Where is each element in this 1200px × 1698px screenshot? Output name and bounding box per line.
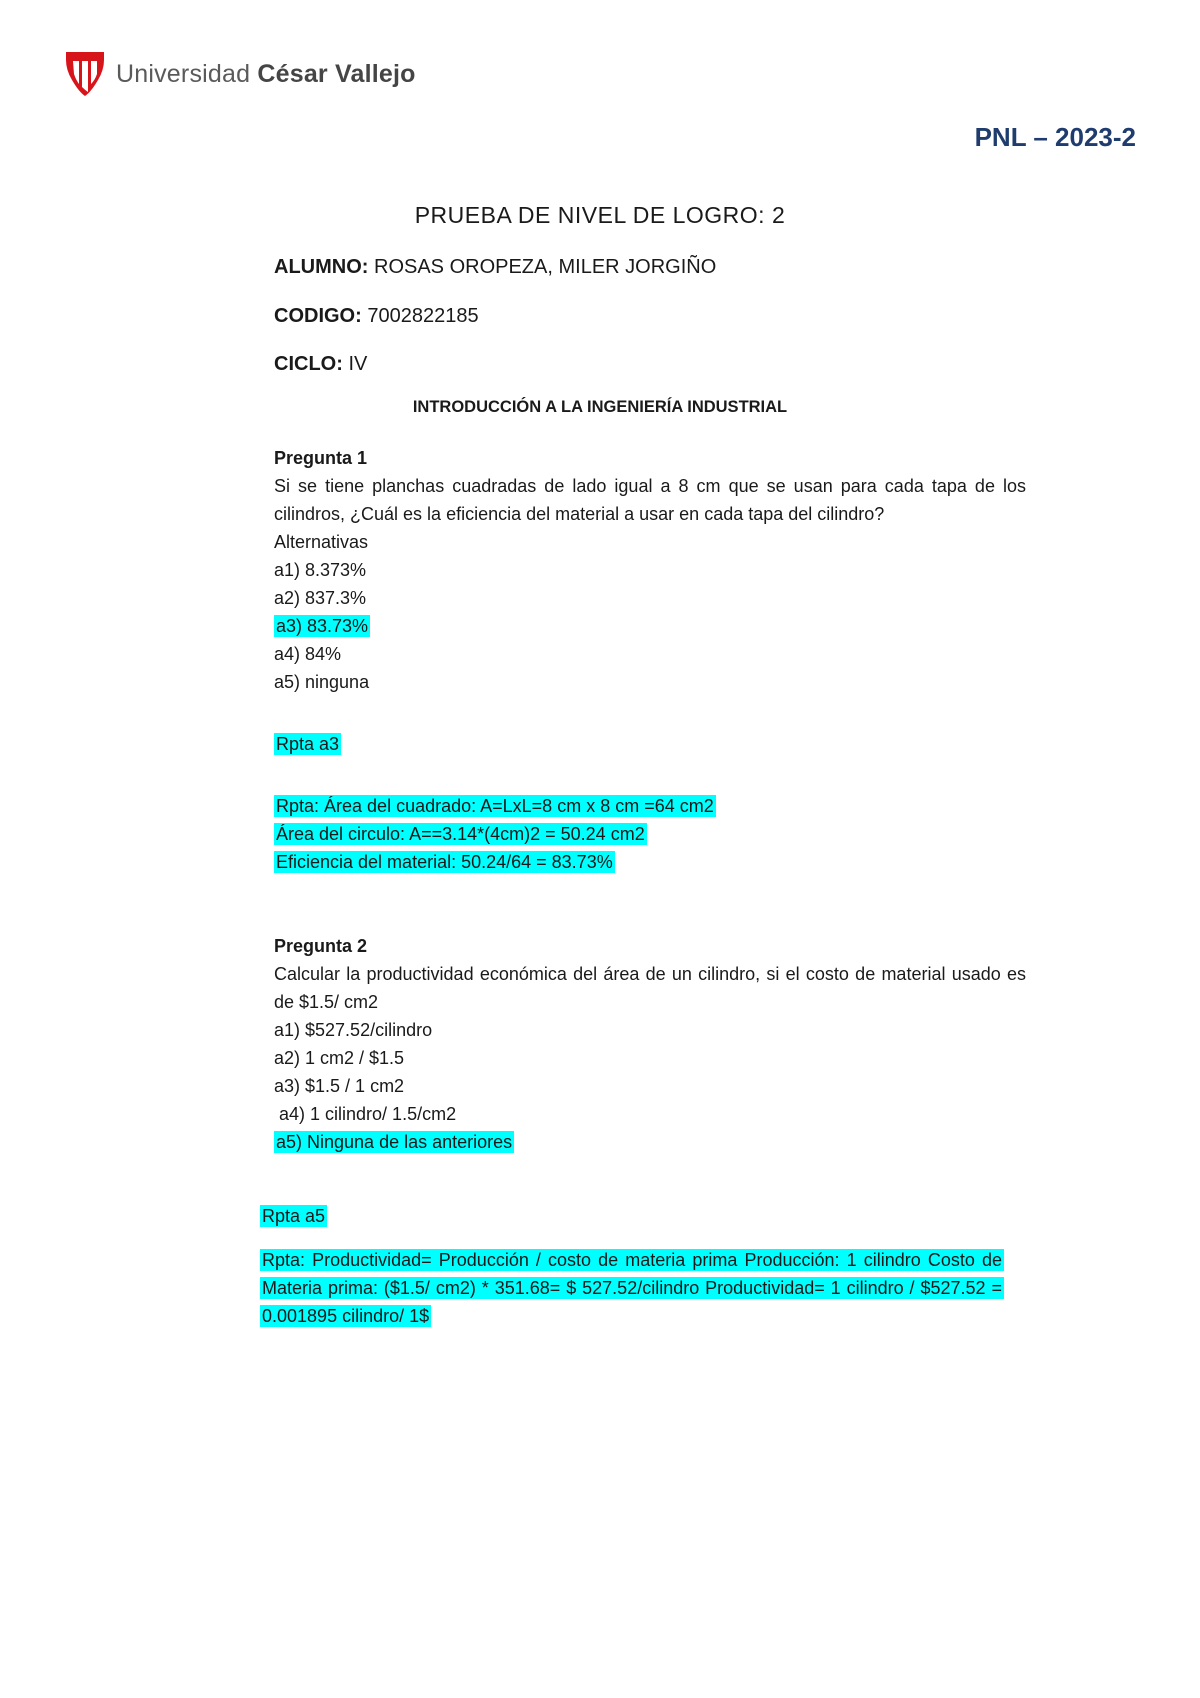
q2-solution: Rpta: Productividad= Producción / costo de materia prima Producción: 1 cilindro Costo de Materia prima: ($1.5/ cm2) * 351.68= $ 527.52/cilindro Productividad= 1 cilindro / $527.52 = 0.001895 cilindro/ 1$ bbox=[262, 1250, 1002, 1326]
university-shield-icon bbox=[64, 50, 106, 98]
student-cycle: CICLO: IV bbox=[274, 353, 368, 375]
question-1-heading: Pregunta 1 bbox=[274, 448, 368, 468]
q2-option-a1: a1) $527.52/cilindro bbox=[274, 1020, 433, 1040]
q2-option-a2: a2) 1 cm2 / $1.5 bbox=[274, 1048, 405, 1068]
q1-solution-line-3: Eficiencia del material: 50.24/64 = 83.73% bbox=[276, 852, 613, 872]
q1-answer: Rpta a3 bbox=[276, 734, 340, 754]
university-name: Universidad César Vallejo bbox=[116, 59, 416, 88]
question-2 bbox=[274, 932, 1026, 1156]
q1-option-a5: a5) ninguna bbox=[274, 672, 370, 692]
q1-option-a4: a4) 84% bbox=[274, 644, 342, 664]
question-2-heading: Pregunta 2 bbox=[274, 936, 368, 956]
question-1 bbox=[274, 444, 1026, 876]
student-name: ALUMNO: ROSAS OROPEZA, MILER JORGIÑO bbox=[274, 256, 717, 278]
q2-answer-block bbox=[260, 1202, 1004, 1330]
exam-title: PRUEBA DE NIVEL DE LOGRO: 2 bbox=[414, 202, 786, 228]
student-code: CODIGO: 7002822185 bbox=[274, 305, 479, 327]
alternatives-label: Alternativas bbox=[274, 532, 369, 552]
q1-option-a1: a1) 8.373% bbox=[274, 560, 367, 580]
university-logo bbox=[64, 50, 416, 98]
q2-answer: Rpta a5 bbox=[262, 1206, 326, 1226]
exam-code: PNL – 2023-2 bbox=[974, 122, 1136, 152]
q1-solution-line-2: Área del circulo: A==3.14*(4cm)2 = 50.24 cm2 bbox=[276, 824, 645, 844]
q2-option-a5: a5) Ninguna de las anteriores bbox=[276, 1132, 513, 1152]
question-1-text: Si se tiene planchas cuadradas de lado igual a 8 cm que se usan para cada tapa de los cilindros, ¿Cuál es la eficiencia del material a usar en cada tapa del cilindro? bbox=[274, 476, 1026, 524]
q1-option-a2: a2) 837.3% bbox=[274, 588, 367, 608]
q1-solution-line-1: Rpta: Área del cuadrado: A=LxL=8 cm x 8 cm =64 cm2 bbox=[276, 796, 714, 816]
q1-option-a3: a3) 83.73% bbox=[276, 616, 369, 636]
q2-option-a4: a4) 1 cilindro/ 1.5/cm2 bbox=[274, 1104, 457, 1124]
question-2-text: Calcular la productividad económica del área de un cilindro, si el costo de material usado es de $1.5/ cm2 bbox=[274, 964, 1026, 1012]
course-name: INTRODUCCIÓN A LA INGENIERÍA INDUSTRIAL bbox=[412, 398, 788, 416]
q2-option-a3: a3) $1.5 / 1 cm2 bbox=[274, 1076, 405, 1096]
